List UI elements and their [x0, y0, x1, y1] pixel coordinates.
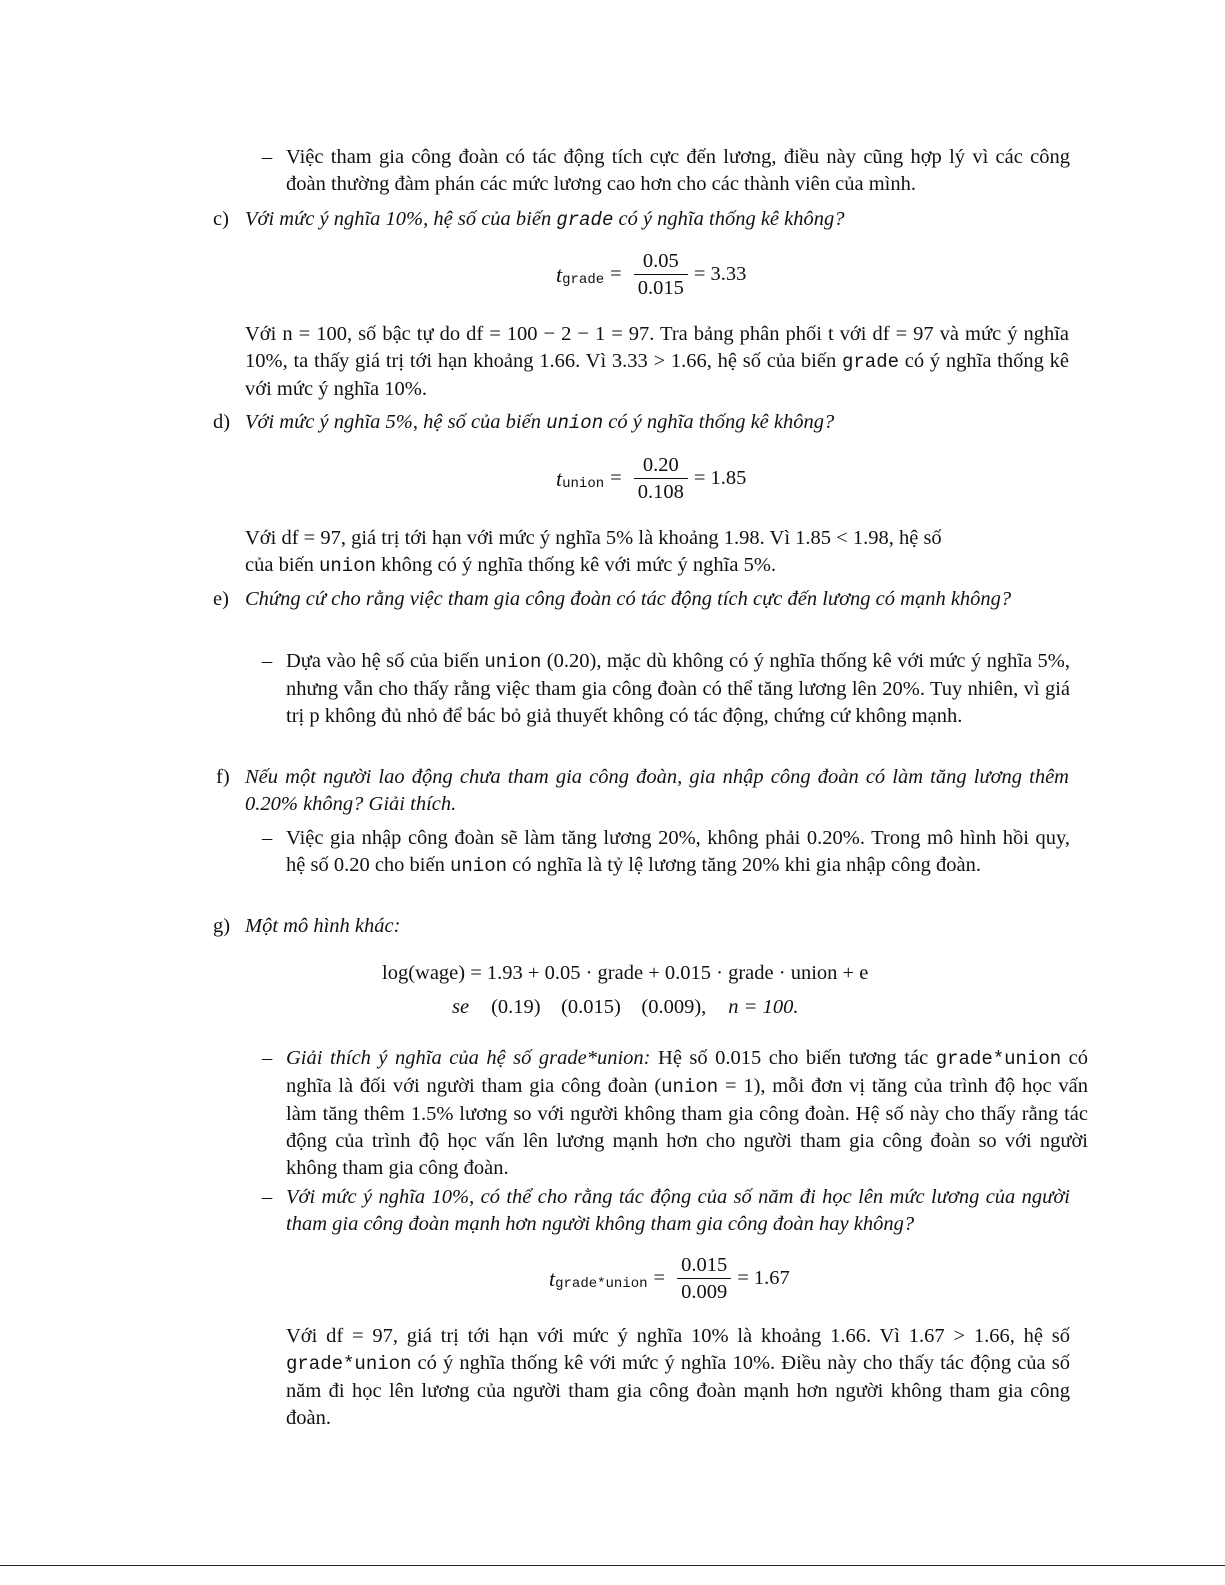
- bullet-dash: –: [262, 1047, 273, 1069]
- model-equation: log(wage) = 1.93 + 0.05 · grade + 0.015 · grade · union + e: [382, 962, 869, 984]
- item-label-e: e): [213, 588, 229, 610]
- bullet-dash: –: [262, 146, 273, 168]
- page-bottom-rule: [0, 1565, 1225, 1566]
- bullet-dash: –: [262, 650, 273, 672]
- answer-g-interpretation: Giải thích ý nghĩa của hệ số grade*union: Hệ số 0.015 cho biến tương tác grade*union có nghĩa là đối với người tham gia công đoàn (union = 1), mỗi đơn vị tăng của trình độ học vấn làm tăng thêm 1.5% lương so với người không tham gia công đoàn. Hệ số này cho thấy rằng tác động của trình độ học vấn lên lương mạnh hơn cho người tham gia công đoàn so với người không tham gia công đoàn.: [286, 1047, 1088, 1179]
- question-f: Nếu một người lao động chưa tham gia công đoàn, gia nhập công đoàn có làm tăng lương thêm 0.20% không? Giải thích.: [245, 766, 1069, 815]
- bullet-dash: –: [262, 827, 273, 849]
- bullet-dash: –: [262, 1186, 273, 1208]
- equation-t-union: t union = $\frac{0.20}{0.108}$ = 1.85: [556, 454, 747, 503]
- question-g-significance: Với mức ý nghĩa 10%, có thể cho rằng tác động của số năm đi học lên mức lương của người tham gia công đoàn mạnh hơn người không tham gia công đoàn hay không?: [286, 1186, 1070, 1235]
- top-bullet-text: Việc tham gia công đoàn có tác động tích cực đến lương, điều này cũng hợp lý vì các công đoàn thường đàm phán các mức lương cao hơn cho các thành viên của mình.: [286, 146, 1070, 195]
- question-e: Chứng cứ cho rằng việc tham gia công đoàn có tác động tích cực đến lương có mạnh không?: [245, 588, 1012, 610]
- item-label-f: f): [216, 766, 230, 788]
- equation-t-grade: t grade = $\frac{0.05}{0.015}$ = 3.33: [556, 250, 747, 299]
- item-label-d: d): [213, 411, 231, 433]
- question-d: Với mức ý nghĩa 5%, hệ số của biến union có ý nghĩa thống kê không?: [245, 411, 835, 434]
- item-label-c: c): [213, 208, 229, 230]
- equation-t-grade-union: t grade*union = $\frac{0.015}{0.009}$ = 1.67: [549, 1254, 790, 1303]
- answer-c: Với n = 100, số bậc tự do df = 100 − 2 − 1 = 97. Tra bảng phân phối t với df = 97 và mức ý nghĩa 10%, ta thấy giá trị tới hạn khoảng 1.66. Vì 3.33 > 1.66, hệ số của biến grade có ý nghĩa thống kê với mức ý nghĩa 10%.: [245, 323, 1069, 400]
- answer-g-significance: Với df = 97, giá trị tới hạn với mức ý nghĩa 10% là khoảng 1.66. Vì 1.67 > 1.66, hệ số grade*union có ý nghĩa thống kê với mức ý nghĩa 10%. Điều này cho thấy tác động của số năm đi học lên lương của người tham gia công đoàn mạnh hơn người không tham gia công đoàn.: [286, 1325, 1070, 1429]
- answer-f: Việc gia nhập công đoàn sẽ làm tăng lương 20%, không phải 0.20%. Trong mô hình hồi quy, hệ số 0.20 cho biến union có nghĩa là tỷ lệ lương tăng 20% khi gia nhập công đoàn.: [286, 827, 1070, 877]
- model-se-row: se (0.19) (0.015) (0.009), n = 100.: [452, 996, 799, 1018]
- answer-d: Với df = 97, giá trị tới hạn với mức ý nghĩa 5% là khoảng 1.98. Vì 1.85 < 1.98, hệ số của biến union không có ý nghĩa thống kê với mức ý nghĩa 5%.: [245, 527, 942, 577]
- var-grade: grade: [556, 209, 614, 231]
- question-g: Một mô hình khác:: [245, 915, 401, 937]
- answer-e: Dựa vào hệ số của biến union (0.20), mặc dù không có ý nghĩa thống kê với mức ý nghĩa 5%, nhưng vẫn cho thấy rằng việc tham gia công đoàn có thể tăng lương lên 20%. Tuy nhiên, vì giá trị p không đủ nhỏ để bác bỏ giả thuyết không có tác động, chứng cứ không mạnh.: [286, 650, 1070, 727]
- question-c: Với mức ý nghĩa 10%, hệ số của biến grade có ý nghĩa thống kê không?: [245, 208, 845, 231]
- item-label-g: g): [213, 915, 231, 937]
